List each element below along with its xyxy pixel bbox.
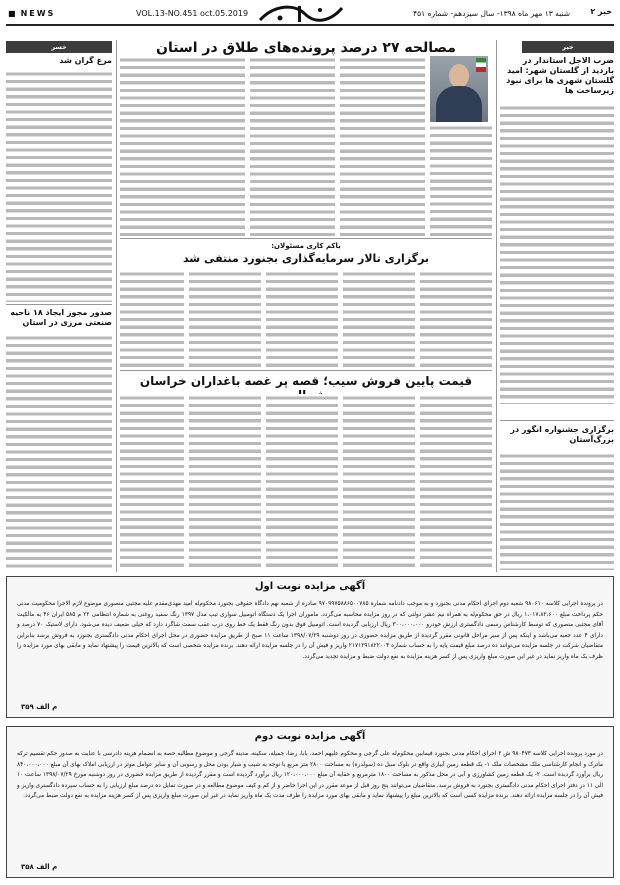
left-headline-2-block [6,308,112,332]
right-headline-block [500,56,614,102]
news-label: ■ NEWS [8,9,55,18]
right-headline-2: برگزاری جشنواره انگور در بزرگ‌آستان [510,425,614,444]
article3-col-c [266,394,338,570]
article1-col-d [120,56,245,236]
right-headline2-block [500,425,614,449]
auction-notice-1-code: م الف ۳۵۹ [21,703,58,711]
left-column-text-2 [6,334,112,570]
divider [120,370,492,371]
newspaper-logo [250,2,350,26]
auction-notice-2-title: آگهی مزایده نوبت دوم [254,731,366,742]
left-column-text [6,70,112,302]
flag-icon [476,58,486,72]
divider [6,304,112,305]
left-headline-2: صدور مجوز ایجاد ۱۸ ناحیه صنعتی مرزی در استان [10,308,112,327]
right-headline: ضرب الاجل استاندار در بازدید از گلستان شهر: امید گلستان شهری ها برای نبود زیرساخت ها [506,56,614,95]
divider [120,238,492,239]
article3-col-b [343,394,415,570]
page-header [6,4,614,26]
main-headline-2: برگزاری تالار سرمایه‌گذاری بجنورد منتفی شد [182,252,430,265]
auction-notice-2-code: م الف ۳۵۸ [21,863,58,871]
left-headline-1: مرغ گران شد [59,56,112,65]
auction-notice-1 [6,576,614,718]
article2-col-a [420,270,492,368]
article3-col-a [420,394,492,570]
article3-col-d [189,394,261,570]
auction-notice-1-title: آگهی مزایده نوبت اول [254,581,366,592]
left-headline-1-block [6,56,112,68]
column-rule-left [116,40,117,572]
auction-notice-1-body: در پرونده اجرایی کلاسه ۹۸۰۶۱۰ شعبه دوم اجرای احکام مدنی بجنورد و به موجب دادنامه شماره ۹۷۰۹۹۷۵۸۸۶۵۰۰۷۸۵ صادره از شعبه نهم دادگاه حقوقی بجنورد محکوم‌له امید مهدی‌مقدم علیه مجتبی منصوری موضوع لازم الاجرا محکومیت مدنی حکم پرداخت مبلغ ۱،۰۱۷،۸۲،۶۰۰ ریال در حق محکوم‌له به همراه نیم عشر دولتی که در روز مزایده محاسبه می‌گردد. ماموران اجرا یک دستگاه اتومبیل سواری تیپ مدل ۱۳۹۷ رنگ سفید روغنی به شماره انتظامی ۲۲ م ۵۸۵ ایران ۴۶ به مالکیت آقای مجتبی منصوری که توسط کارشناس رسمی دادگستری ارزش خودرو ۳۰۰،۰۰۰،۰۰۰ ریال ارزیابی گردیده است. اتومبیل فوق بدون رنگ فقط یک خط روی درب عقب سمت شاگرد دارد که خیلی ضعیف دیده می‌شود. دارای لاستیک ۷۰ درصد و دارای ۴ عدد جعبه می‌باشد و اینکه پس از سیر مراحل قانونی مقرر گردیده از طریق مزایده حضوری در روز دوشنبه ۱۳۹۸/۰۷/۲۹ ساعت ۱۱ صبح از طریق مزایده حضوری در محل اجرای احکام مدنی دادگستری بجنورد به فروش برسد بنابراین متقاضیان شرکت در جلسه مزایده می‌توانند ده درصد مبلغ قیمت پایه را به حساب شماره ۲۱۷۱۲۹۱۸۲۲۰۰۴ واریز و فیش آن را در جلسه مزایده ارائه دهند. برنده مزایده شخصی است که بالاترین قیمت را پیشنهاد نماید و مابقی بهای مورد مزایده را ظرف یک ماه واریز نماید در غیر این صورت مبلغ واریزی پس از کسر هزینه مزایده به نفع دولت ضبط و مزایده تجدید می‌گردد. [17,601,604,660]
article2-col-c [266,270,338,368]
issue-date: شنبه ۱۳ مهر ماه ۱۳۹۸- سال سیزدهم- شماره ۴۵۱ [413,9,570,18]
right-column-text [500,104,614,404]
article2-col-b [343,270,415,368]
article1-col-b [340,56,425,236]
divider [500,420,614,421]
main-headline-3: قیمت پایین فروش سیب؛ قصه پر غصه باغداران خراسان [139,374,473,388]
section-tag-left: خسر [6,41,112,53]
page-number: خبر ۲ [590,7,612,16]
article2-col-e [120,270,184,368]
volume-label: VOL.13-NO.451 oct.05.2019 [136,9,249,18]
article3-col-e [120,394,184,570]
auction-notice-2-body: در مورد پرونده اجرایی کلاسه ۹۸۰۴۷۳ ش ۲ اجرای احکام مدنی بجنورد فیمابین محکوم‌له علی گرجی و محکوم علیهم احمد، بابا، رضا، جمیله، سکینه، مدینه گرجی و موضوع مطالبه حصه به انضمام هزینه دادرسی با عنایت به صدور حکم تقسیم ترکه ماترک و انجام کارشناسی ملک مشخصات ملک ۱- یک قطعه زمین آبیاری واقع در بلوک سیل ده (سولدره) به مساحت ۲۸۰۰ متر مربع با توجه به شیب و شیار بودن محل و رسوبی آن و سایر عوامل موثر در ارزیابی املاک بهای آن مبلغ ۸۴۰،۰۰۰،۰۰۰ ریال برآورد گردیده است. ۲- یک قطعه زمین کشاورزی و آبی در محل مذکور به مساحت ۱۸۰۰ مترمربع و حقابه آن مبلغ ۱۲۰،۰۰۰،۰۰۰ ریال برآورد گردیده است و مقرر گردیده از طریق مزایده حضوری در روز دوشنبه مورخ ۱۳۹۸/۰۷/۲۹ ساعت ۱۰ الی ۱۱ در دفتر اجرای احکام مدنی دادگستری بجنورد به فروش برسد. متقاضیان می‌توانند پنج روز قبل از موعد مقرر در این اجرا حاضر و از کم و کیف موضوع مطالعه و در صورت تمایل ده درصد مبلغ ارزیابی را به حساب سپرده دادگستری واریز و فیش آن را در جلسه مزایده ارائه دهند. برنده مزایده کسی است که بالاترین مبلغ را پیشنهاد نماید و مابقی بهای مورد مزایده را ظرف مدت یک ماه واریز نماید در غیر این صورت مبلغ واریزی پس از کسر هزینه مزایده به نفع دولت ضبط می‌گردد. [17,751,604,799]
column-rule-right [496,40,497,572]
article2-col-d [189,270,261,368]
article1-col-a [430,124,492,236]
subheadline: باکم کاری مسئولان: [271,242,341,250]
official-photo [430,56,488,122]
section-tag-right: خبر [522,41,614,53]
right-column-text-2 [500,452,614,570]
auction-notice-2 [6,726,614,878]
main-headline-1: مصالحه ۲۷ درصد پرونده‌های طلاق در استان [156,40,456,56]
article1-col-c [250,56,335,236]
